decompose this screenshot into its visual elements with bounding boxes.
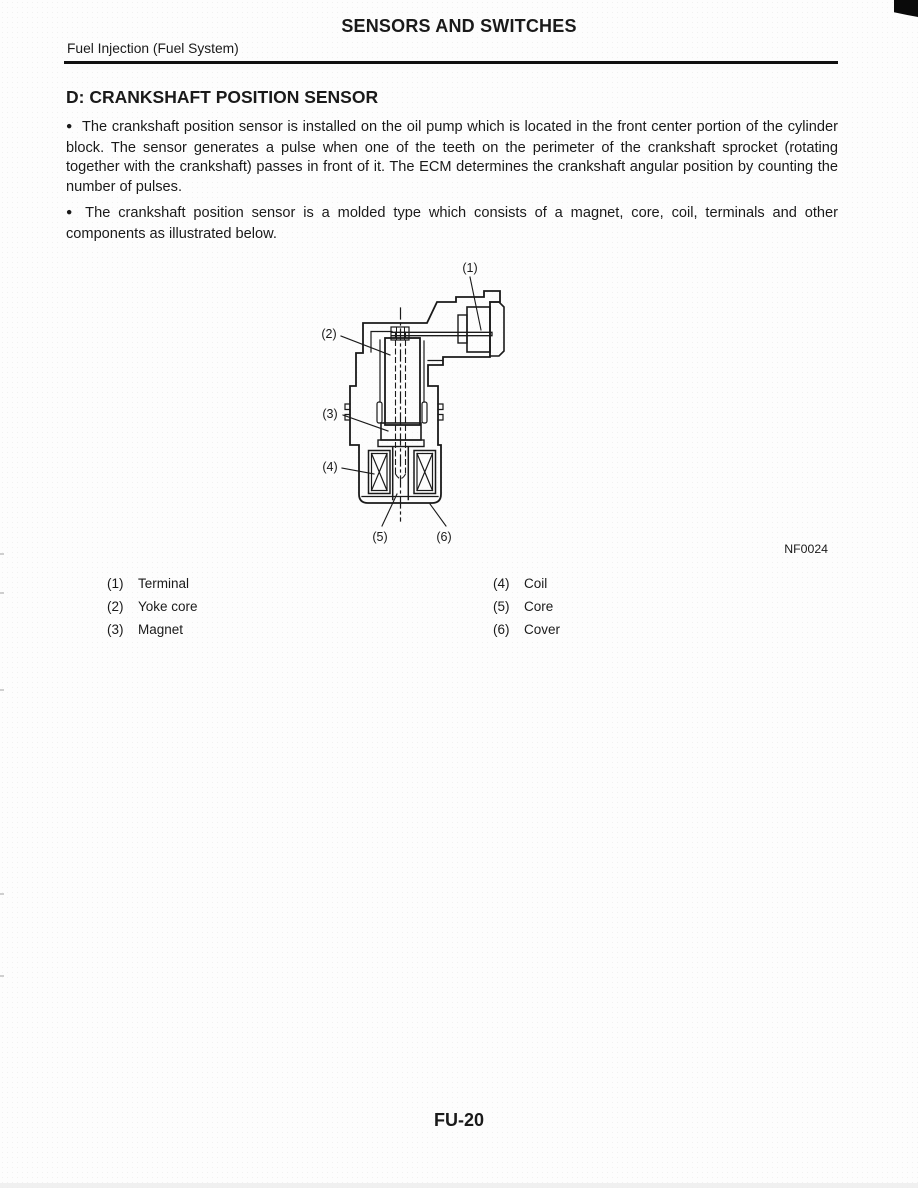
- page-number: FU-20: [433, 1110, 484, 1130]
- legend-label: Core: [524, 599, 554, 614]
- scan-artifact-edge: [0, 553, 4, 555]
- scan-artifact-bottom-edge: [0, 1183, 918, 1188]
- yoke-core: [377, 338, 427, 425]
- leader-2: [341, 336, 390, 355]
- legend-label: Cover: [524, 622, 561, 637]
- legend-label: Yoke core: [138, 599, 198, 614]
- scan-artifact-corner: [894, 0, 918, 17]
- legend-num: (2): [107, 599, 124, 614]
- legend-label: Coil: [524, 576, 548, 591]
- sensor-diagram: [310, 250, 620, 550]
- paragraph-1-text: The crankshaft position sensor is installed on the oil pump which is located in the front center portion of the cylinder block. The sensor generates a pulse when one of the teeth on the perimeter of the crankshaft sprocket (rotating together with the crankshaft) passes in front of it. The ECM determines the crankshaft angular position by counting the number of pulses.: [66, 119, 838, 196]
- callout-4: (4): [322, 460, 338, 474]
- bullet-icon: ●: [66, 120, 73, 132]
- leader-6: [430, 504, 446, 526]
- callout-3: (3): [322, 407, 338, 421]
- header-rule: [64, 61, 838, 64]
- legend-num: (1): [107, 576, 124, 591]
- paragraph-1: [66, 118, 838, 198]
- legend-item-3: [107, 622, 183, 637]
- legend-label: Terminal: [138, 576, 190, 591]
- document-subtitle: Fuel Injection (Fuel System): [67, 41, 239, 56]
- legend-num: (4): [493, 576, 510, 591]
- legend-item-1: [107, 576, 189, 591]
- bullet-icon: ●: [66, 206, 77, 218]
- coil-right: [414, 451, 436, 494]
- callout-1: (1): [462, 261, 478, 275]
- document-title: SENSORS AND SWITCHES: [341, 16, 577, 36]
- legend-item-6: [493, 622, 560, 637]
- figure-ref-code: NF0024: [784, 542, 828, 556]
- legend-label: Magnet: [138, 622, 184, 637]
- callout-6: (6): [436, 530, 452, 544]
- scan-artifact-edge: [0, 975, 4, 977]
- callout-2: (2): [321, 327, 337, 341]
- legend-num: (6): [493, 622, 510, 637]
- legend-item-2: [107, 599, 198, 614]
- callout-5: (5): [372, 530, 388, 544]
- coil-left: [369, 451, 391, 494]
- scan-artifact-edge: [0, 893, 4, 895]
- legend-item-5: [493, 599, 553, 614]
- section-heading: D: CRANKSHAFT POSITION SENSOR: [66, 87, 379, 107]
- leader-1: [470, 277, 481, 330]
- legend-num: (5): [493, 599, 510, 614]
- scan-artifact-edge: [0, 689, 4, 691]
- legend-num: (3): [107, 622, 124, 637]
- paragraph-2: [66, 204, 838, 244]
- paragraph-2-text: The crankshaft position sensor is a molded type which consists of a magnet, core, coil, terminals and other components as illustrated below.: [66, 205, 838, 242]
- legend-item-4: [493, 576, 547, 591]
- leader-5: [382, 494, 397, 526]
- flange-notches: [345, 404, 443, 420]
- scan-artifact-edge: [0, 592, 4, 594]
